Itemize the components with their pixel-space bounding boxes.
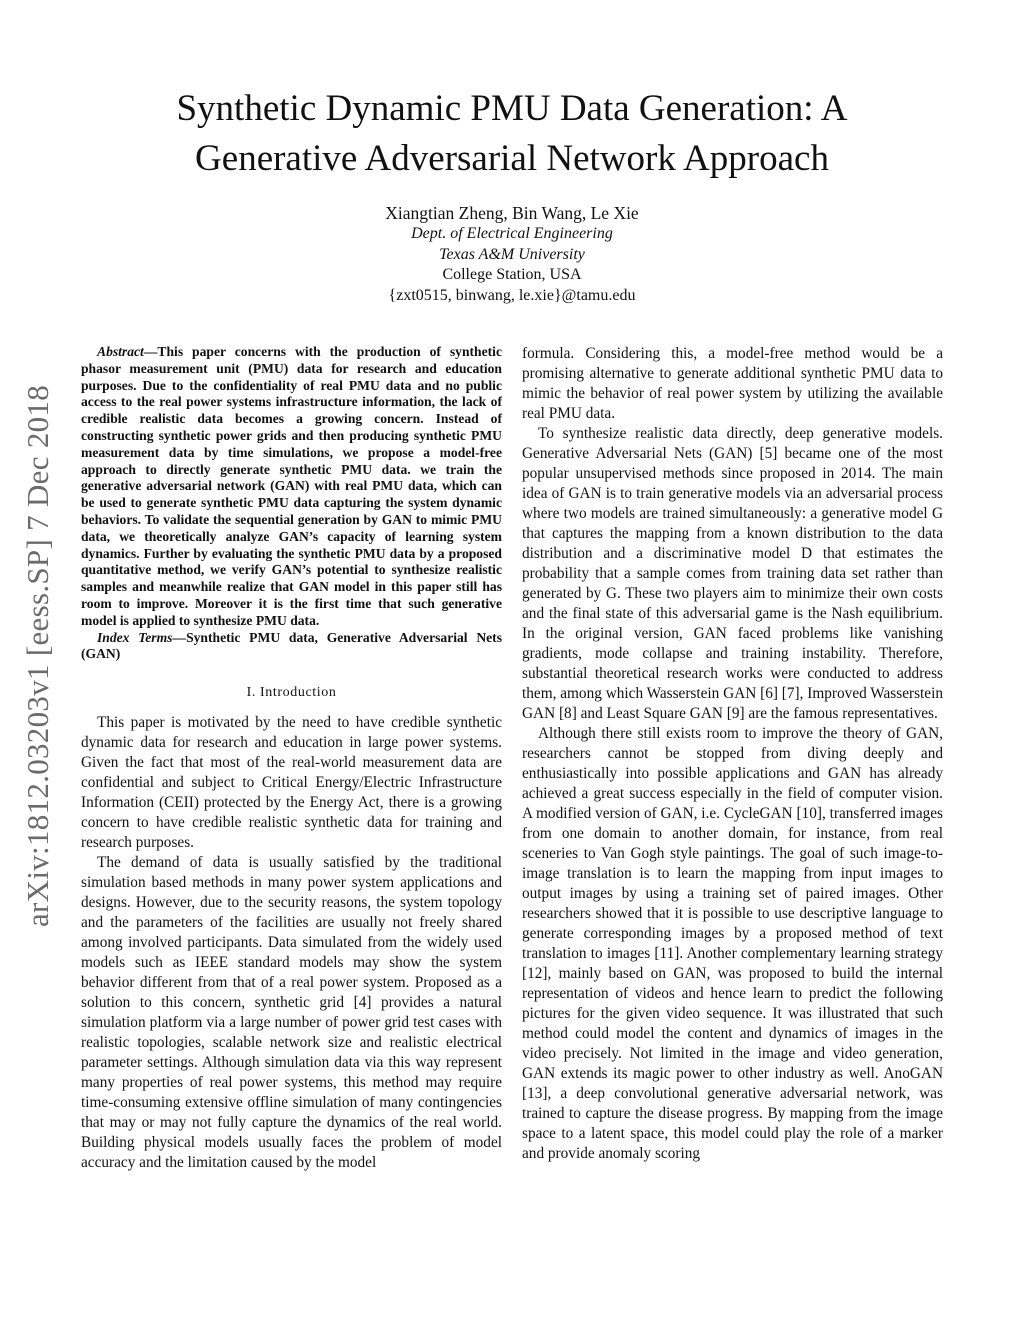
left-column <box>81 344 502 1173</box>
abstract-label: Abstract— <box>97 344 158 359</box>
author-department: Dept. of Electrical Engineering <box>411 225 613 242</box>
index-terms <box>81 630 502 664</box>
intro-paragraph-3: To synthesize realistic data directly, deep generative models. Generative Adversarial Nets (GAN) [5] became one of the most popular unsupervised methods since proposed in 2014. The main idea of GAN is to train generative models via an adversarial process where two models are trained simultaneously: a generative model G that captures the mapping from a known distribution to the data distribution and a discriminative model D that estimates the probability that a sample comes from training data set rather than generated by G. These two players aim to minimize their own costs and the final state of this adversarial game is the Nash equilibrium. In the original version, GAN faced problems like vanishing gradients, mode collapse and training instability. Therefore, substantial theoretical research works were conducted to address them, among which Wasserstein GAN [6] [7], Improved Wasserstein GAN [8] and Least Square GAN [9] are the famous representatives. <box>522 425 943 722</box>
index-terms-text: Synthetic PMU data, Generative Adversarial Nets (GAN) <box>81 629 502 662</box>
arxiv-id: arXiv:1812.03203v1 [eess.SP] 7 Dec 2018 <box>20 384 55 928</box>
author-names: Xiangtian Zheng, Bin Wang, Le Xie <box>385 203 639 223</box>
right-column <box>522 344 943 1164</box>
intro-paragraph-1: This paper is motivated by the need to have credible synthetic dynamic data for research and education in large power systems. Given the fact that most of the real-world measurement data are confidential and subject to Critical Energy/Electric Infrastructure Information (CEII) protected by the Energy Act, there is a growing concern to have credible realistic synthetic data for training and research purposes. <box>81 714 502 852</box>
intro-paragraph-2-continued: formula. Considering this, a model-free method would be a promising alternative to generate additional synthetic PMU data to mimic the behavior of real power system by utilizing the available real PMU data. <box>522 345 943 422</box>
author-block <box>200 202 824 306</box>
abstract <box>81 344 502 630</box>
intro-paragraph-4: Although there still exists room to improve the theory of GAN, researchers cannot be stopped from diving deeply and enthusiastically into possible applications and GAN has already achieved a great success especially in the field of computer vision. A modified version of GAN, i.e. CycleGAN [10], transferred images from one domain to another domain, for instance, from real sceneries to Van Gogh style paintings. The goal of such image-to-image translation is to learn the mapping from input images to output images by using a training set of paired images. Other researchers showed that it is possible to use descriptive language to generate corresponding images by a proposed method of text translation to images [11]. Another complementary learning strategy [12], mainly based on GAN, was proposed to build the internal representation of videos and hence learn to predict the following pictures for the given video sequence. It was illustrated that such method could model the content and dynamics of images in the video precisely. Not limited in the image and video generation, GAN extends its magic power to other industry as well. AnoGAN [13], a deep convolutional generative adversarial network, was trained to capture the disease progress. By mapping from the image space to a latent space, this model could play the role of a marker and provide anomaly scoring <box>522 725 943 1162</box>
author-email[interactable]: {zxt0515, binwang, le.xie}@tamu.edu <box>388 286 636 304</box>
author-university: Texas A&M University <box>439 245 585 263</box>
author-location: College Station, USA <box>442 266 582 283</box>
paper-title: Synthetic Dynamic PMU Data Generation: A Generative Adversarial Network Approach <box>176 88 848 179</box>
arxiv-sidebar-stamp <box>16 352 60 960</box>
intro-paragraph-2: The demand of data is usually satisfied by the traditional simulation based methods in many power system applications and designs. However, due to the security reasons, the system topology and the parameters of the facilities are usually not freely shared among involved participants. Data simulated from the widely used models such as IEEE standard models may show the system behavior different from that of a real power system. Proposed as a solution to this concern, synthetic grid [4] provides a natural simulation platform via a large number of power grid test cases with realistic topologies, scalable network size and realistic electrical parameter settings. Although simulation data via this way represent many properties of real power systems, this method may require time-consuming extensive offline simulation of many contingencies that may or may not fully capture the dynamics of the real world. Building physical models usually faces the problem of model accuracy and the limitation caused by the model <box>81 854 502 1172</box>
abstract-text: This paper concerns with the production of synthetic phasor measurement unit (PMU) data for research and education purposes. Due to the confidentiality of real PMU data and no public access to the real power systems infrastructure information, the lack of credible realistic data becomes a growing concern. Instead of constructing synthetic power grids and then producing synthetic PMU measurement data by time simulations, we propose a model-free approach to directly generate synthetic PMU data. we train the generative adversarial network (GAN) with real PMU data, which can be used to generate synthetic PMU data capturing the system dynamic behaviors. To validate the sequential generation by GAN to mimic PMU data, we theoretically analyze GAN’s capacity of learning system dynamics. Further by evaluating the synthetic PMU data by a proposed quantitative method, we verify GAN’s potential to synthesize realistic samples and meanwhile realize that GAN model in this paper still has room to improve. Moreover it is the first time that such generative model is applied to synthesize PMU data. <box>81 344 502 628</box>
section-heading-introduction: I. Introduction <box>246 685 337 701</box>
index-terms-label: Index Terms— <box>97 629 187 645</box>
